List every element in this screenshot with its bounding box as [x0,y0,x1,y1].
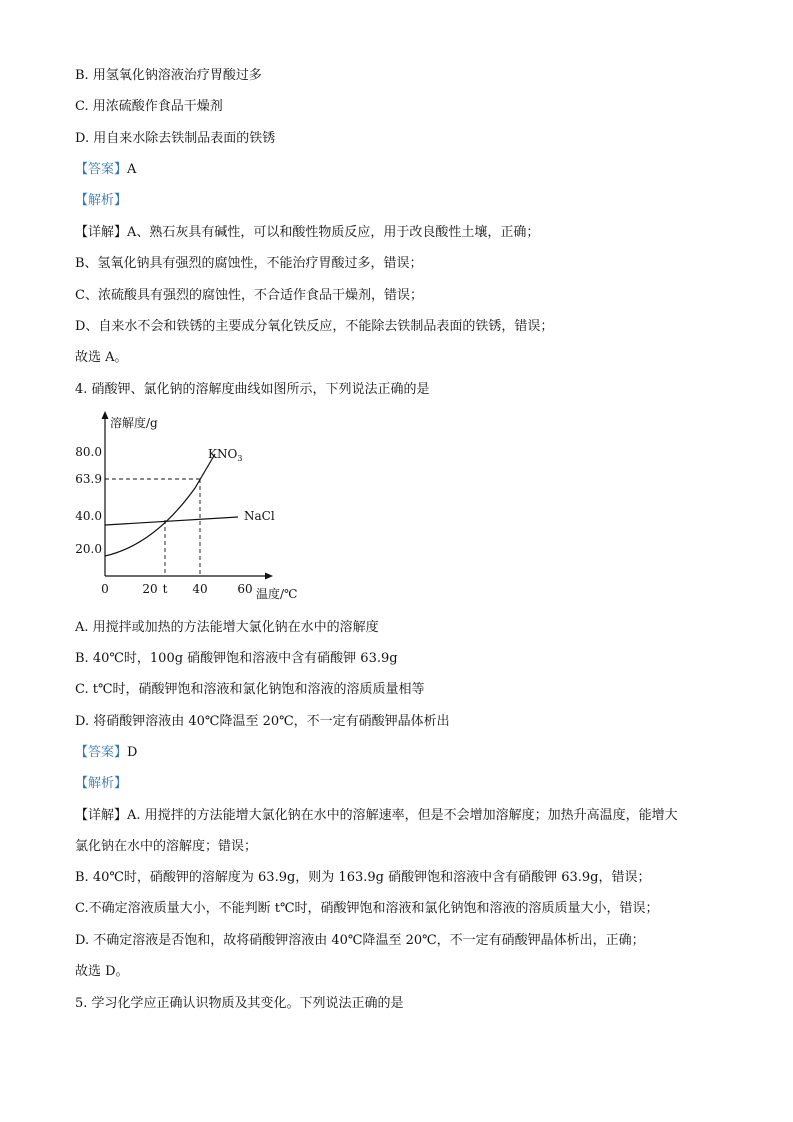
option-d-q3: D. 用自来水除去铁制品表面的铁锈 [75,131,276,146]
detail-q3-a [75,224,539,242]
y-tick-label-20: 20.0 [75,542,102,556]
x-axis-arrow-icon [265,573,273,580]
answer-value: D [127,745,138,760]
y-axis-arrow-icon [102,411,109,419]
kno3-curve [105,454,215,556]
detail-q4-c: C.不确定溶液质量大小，不能判断 t℃时，硝酸钾饱和溶液和氯化钠饱和溶液的溶质质量大小，错误； [75,901,659,916]
x-axis-label: 温度/℃ [256,587,298,601]
detail-label: 【详解】 [75,808,128,823]
option-b-q3: B. 用氢氧化钠溶液治疗胃酸过多 [75,68,262,83]
option-d-q4: D. 将硝酸钾溶液由 40℃降温至 20℃，不一定有硝酸钾晶体析出 [75,714,450,729]
kno3-label: $KNO_3$ [208,447,243,463]
question-4-stem: 4. 硝酸钾、氯化钠的溶解度曲线如图所示，下列说法正确的是 [75,382,430,397]
nacl-label: NaCl [244,509,275,523]
x-tick-label-60: 60 [237,582,253,596]
y-tick-label-80: 80.0 [75,445,102,459]
solubility-chart [70,408,310,608]
x-tick-label-t: t [162,582,168,596]
detail-q4-b: B. 40℃时，硝酸钾的溶解度为 63.9g，则为 163.9g 硝酸钾饱和溶液中含有硝酸钾 63.9g，错误； [75,870,651,885]
detail-q4-a2: 氯化钠在水中的溶解度；错误； [75,839,258,854]
x-tick-label-40: 40 [192,582,208,596]
detail-text: A. 用搅拌的方法能增大氯化钠在水中的溶解速率，但是不会增加溶解度；加热升高温度，能增大 [127,808,678,823]
x-tick-label-0: 0 [101,582,109,596]
answer-label: 【答案】 [75,162,128,177]
y-tick-label-63.9: 63.9 [75,472,102,486]
answer-value: A [127,162,137,177]
detail-q4-a1 [75,807,678,825]
x-tick-label-20: 20 [142,582,158,596]
nacl-line [105,517,238,525]
analysis-label-q4: 【解析】 [75,776,128,791]
option-c-q3: C. 用浓硫酸作食品干燥剂 [75,99,223,114]
question-5-stem: 5. 学习化学应正确认识物质及其变化。下列说法正确的是 [75,996,404,1011]
option-b-q4: B. 40℃时，100g 硝酸钾饱和溶液中含有硝酸钾 63.9g [75,651,398,666]
analysis-label-q3: 【解析】 [75,193,128,208]
detail-text: A、熟石灰具有碱性，可以和酸性物质反应，用于改良酸性土壤，正确； [127,225,540,240]
y-axis-label: 溶解度/g [110,416,158,430]
conclusion-q3: 故选 A。 [75,350,128,365]
option-a-q4: A. 用搅拌或加热的方法能增大氯化钠在水中的溶解度 [75,620,379,635]
answer-q4 [75,744,137,762]
answer-label: 【答案】 [75,745,128,760]
detail-q3-b: B、氢氧化钠具有强烈的腐蚀性，不能治疗胃酸过多，错误； [75,256,423,271]
conclusion-q4: 故选 D。 [75,964,129,979]
detail-q4-d: D. 不确定溶液是否饱和，故将硝酸钾溶液由 40℃降温至 20℃，不一定有硝酸钾晶体析出，正确； [75,933,645,948]
detail-q3-d: D、自来水不会和铁锈的主要成分氧化铁反应，不能除去铁制品表面的铁锈，错误； [75,319,554,334]
detail-label: 【详解】 [75,225,128,240]
y-tick-label-40: 40.0 [75,509,102,523]
answer-q3 [75,161,136,179]
option-c-q4: C. t℃时，硝酸钾饱和溶液和氯化钠饱和溶液的溶质质量相等 [75,682,425,697]
detail-q3-c: C、浓硫酸具有强烈的腐蚀性，不合适作食品干燥剂，错误； [75,288,423,303]
